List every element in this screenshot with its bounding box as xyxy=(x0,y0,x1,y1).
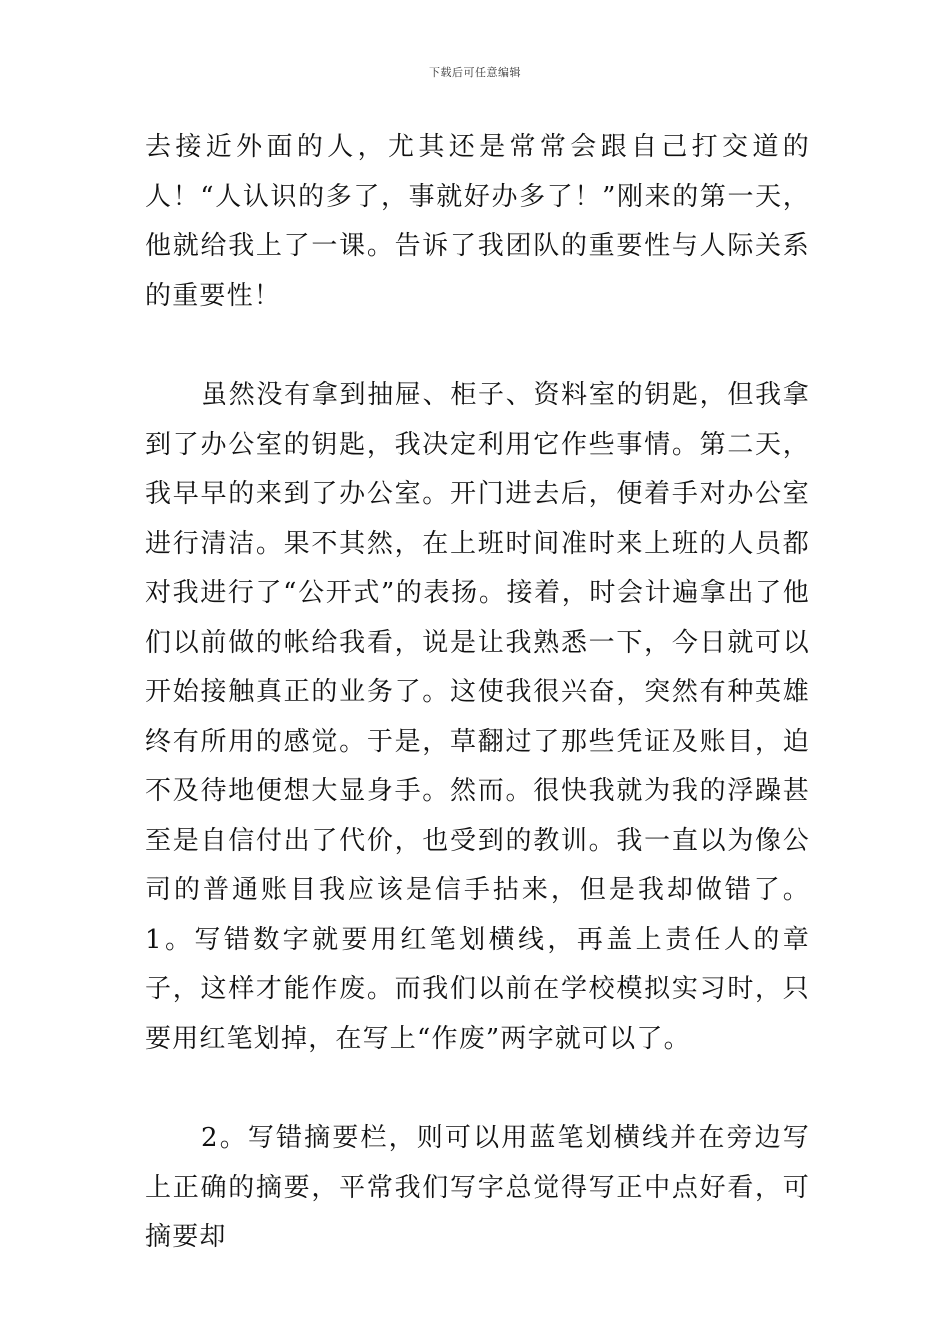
paragraph-1: 去接近外面的人，尤其还是常常会跟自己打交道的人！“人认识的多了，事就好办多了！”刚来的第一天，他就给我上了一课。告诉了我团队的重要性与人际关系的重要性！ xyxy=(145,132,810,311)
page-header: 下载后可任意编辑 xyxy=(429,66,521,79)
paragraph-spacer xyxy=(145,1064,810,1114)
document-body xyxy=(145,123,810,1263)
paragraph-3: 2。写错摘要栏，则可以用蓝笔划横线并在旁边写上正确的摘要，平常我们写字总觉得写正中点好看，可摘要却 xyxy=(145,1123,810,1252)
paragraph-2: 虽然没有拿到抽屉、柜子、资料室的钥匙，但我拿到了办公室的钥匙，我决定利用它作些事情。第二天，我早早的来到了办公室。开门进去后，便着手对办公室进行清洁。果不其然，在上班时间准时来上班的人员都对我进行了“公开式”的表扬。接着，时会计遍拿出了他们以前做的帐给我看，说是让我熟悉一下，今日就可以开始接触真正的业务了。这使我很兴奋，突然有种英雄终有所用的感觉。于是，草翻过了那些凭证及账目，迫不及待地便想大显身手。然而。很快我就为我的浮躁甚至是自信付出了代价，也受到的教训。我一直以为像公司的普通账目我应该是信手拈来，但是我却做错了。1。写错数字就要用红笔划横线，再盖上责任人的章子，这样才能作废。而我们以前在学校模拟实习时，只要用红笔划掉，在写上“作废”两字就可以了。 xyxy=(145,380,810,1054)
paragraph-spacer xyxy=(145,321,810,371)
